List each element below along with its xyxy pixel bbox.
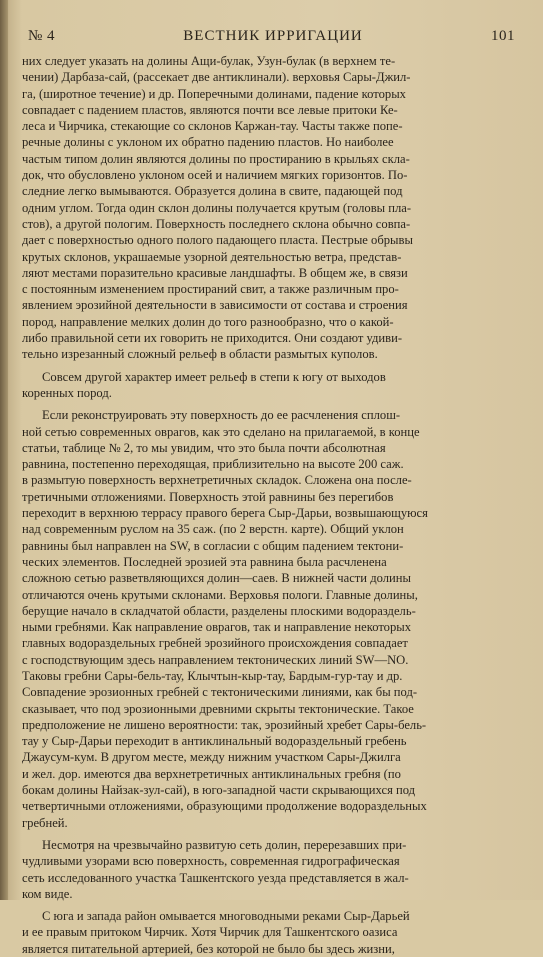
- text-line: над современным руслом на 35 саж. (по 2 верстн. карте). Общий уклон: [22, 522, 404, 537]
- text-line: тау у Сыр-Дарьи переходит в антиклинальный водораздельный гребень: [22, 734, 407, 749]
- book-spine-shadow: [0, 0, 8, 900]
- text-line: с постоянным изменением простираний свит, а также различным про-: [22, 282, 399, 297]
- text-line: равнины был направлен на SW, в согласии с общим падением тектони-: [22, 538, 404, 553]
- text-line: Совпадение эрозионных гребней с тектоническими линиями, как бы под-: [22, 685, 418, 700]
- text-line: и ее правым притоком Чирчик. Хотя Чирчик для Ташкентского оазиса: [22, 925, 398, 940]
- text-line: Если реконструировать эту поверхность до ее расчленения сплош-: [42, 408, 401, 423]
- text-line: коренных пород.: [22, 385, 112, 400]
- text-line: чении) Дарбаза-сай, (рассекает две антиклинали). верховья Сары-Джил-: [22, 70, 411, 85]
- paragraph-3: [22, 407, 523, 831]
- paragraph-1: [22, 53, 523, 363]
- text-line: Джаусум-кум. В другом месте, между нижним участком Сары-Джилга: [22, 750, 401, 765]
- text-line: следние легко вымываются. Образуется долина в свите, падающей под: [22, 184, 403, 199]
- text-line: них следует указать на долины Ащи-булак, Узун-булак (в верхнем те-: [22, 54, 396, 68]
- text-line: отличаются очень крутыми склонами. Верховья пологи. Главные долины,: [22, 587, 418, 602]
- text-line: переходит в верхнюю террасу правого берега Сыр-Дарьи, возвышающуюся: [22, 506, 428, 521]
- text-line: одним углом. Тогда один склон долины получается крутым (головы пла-: [22, 200, 412, 215]
- text-line: ными гребнями. Как направление оврагов, так и направление некоторых: [22, 620, 412, 635]
- text-line: главных водораздельных гребней эрозийного происхождения совпадает: [22, 636, 408, 651]
- text-line: равнина, постепенно переходящая, приблизительно на высоте 200 саж.: [22, 457, 404, 472]
- text-line: док, что обусловлено уклоном осей и наличием мягких горизонтов. По-: [22, 168, 408, 183]
- text-line: Совсем другой характер имеет рельеф в степи к югу от выходов: [42, 369, 386, 384]
- text-line: речные долины с уклоном их обратно падению пластов. Но наиболее: [22, 135, 394, 150]
- text-line: либо правильной сети их говорить не приходится. Они создают удиви-: [22, 331, 403, 346]
- text-line: в размытую поверхность верхнетретичных складок. Сложена она после-: [22, 473, 412, 488]
- journal-title: ВЕСТНИК ИРРИГАЦИИ: [183, 28, 363, 44]
- issue-number: № 4: [28, 28, 56, 44]
- text-line: с господствующим здесь направлением тектонических линий SW—NO.: [22, 652, 409, 667]
- text-line: частым типом долин являются долины по простиранию в крыльях скла-: [22, 151, 410, 166]
- text-line: ческих элементов. Последней эрозией эта равнина была расчленена: [22, 554, 387, 569]
- text-line: бокам долины Найзак-зул-сай), в юго-западной части скрывающихся под: [22, 783, 416, 798]
- text-line: дает с поверхностью одного полого падающего пласта. Пестрые обрывы: [22, 233, 413, 248]
- text-line: ляют местами поразительно красивые ландшафты. В общем же, в связи: [22, 265, 408, 280]
- text-line: третичными отложениями. Поверхность этой равнины без перегибов: [22, 489, 394, 504]
- text-line: предположение не лишено вероятности: так, эрозийный хребет Сары-бель-: [22, 717, 427, 732]
- text-line: явлением эрозийной деятельности в зависимости от состава и строения: [22, 298, 408, 313]
- page-number: 101: [490, 28, 515, 44]
- text-line: и жел. дор. имеются два верхнетретичных антиклинальных гребня (по: [22, 766, 401, 781]
- text-line: С юга и запада район омывается многоводными реками Сыр-Дарьей: [42, 909, 410, 924]
- text-line: чудливыми узорами всю поверхность, современная гидрографическая: [22, 854, 400, 869]
- text-line: тельно изрезанный сложный рельеф в области размытых куполов.: [22, 347, 378, 362]
- text-line: крутых склонов, украшаемые узорной деятельностью ветра, представ-: [22, 249, 402, 264]
- text-line: пород, направление мелких долин до того разнообразно, что о какой-: [22, 314, 394, 329]
- paragraph-2: [22, 369, 523, 402]
- text-line: га, (широтное течение) и др. Поперечными долинами, падение которых: [22, 86, 406, 101]
- paragraph-5: [22, 908, 523, 957]
- text-line: является питательной артерией, без которой не было бы здесь жизни,: [22, 941, 395, 956]
- page-header: [28, 28, 515, 45]
- text-line: Таковы гребни Сары-бель-тау, Клычтын-кыр-тау, Бардым-гур-тау и др.: [22, 668, 403, 683]
- text-line: ком виде.: [22, 886, 73, 901]
- body-text: [22, 53, 523, 957]
- text-line: четвертичными отложениями, образующими продолжение водораздельных: [22, 799, 427, 814]
- text-line: леса и Чирчика, стекающие со склонов Каржан-тау. Часты также попе-: [22, 119, 403, 134]
- text-line: берущие начало в складчатой области, разделены плоскими водораздель-: [22, 603, 416, 618]
- text-line: совпадает с падением пластов, являются почти все левые притоки Ке-: [22, 102, 398, 117]
- text-line: стов), а другой пологим. Поверхность последнего склона обычно совпа-: [22, 216, 411, 231]
- text-line: ной сетью современных оврагов, как это сделано на прилагаемой, в конце: [22, 424, 420, 439]
- text-line: сеть исследованного участка Ташкентского уезда представляется в жал-: [22, 870, 409, 885]
- text-line: сложною сетью разветвляющихся долин—саев. В нижней части долины: [22, 571, 411, 586]
- text-line: Несмотря на чрезвычайно развитую сеть долин, перерезавших при-: [42, 837, 407, 852]
- paragraph-4: [22, 837, 523, 902]
- text-line: статьи, таблице № 2, то мы увидим, что это была почти абсолютная: [22, 440, 386, 455]
- text-line: сказывает, что под эрозионными древними скрыты тектонические. Такое: [22, 701, 414, 716]
- text-line: гребней.: [22, 815, 68, 830]
